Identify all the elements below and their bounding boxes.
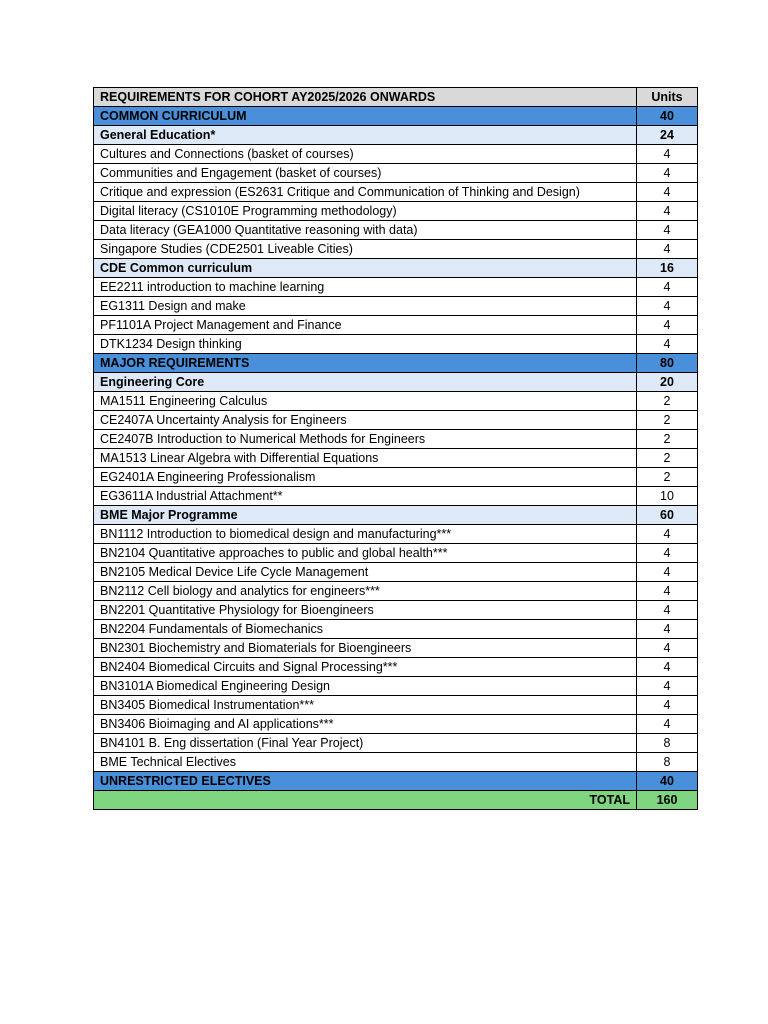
course-row xyxy=(94,620,698,639)
course-name: BN2104 Quantitative approaches to public and global health*** xyxy=(94,544,637,563)
course-row xyxy=(94,145,698,164)
course-units: 4 xyxy=(637,278,698,297)
course-units: 4 xyxy=(637,164,698,183)
course-units: 4 xyxy=(637,145,698,164)
subsection-name: Engineering Core xyxy=(94,373,637,392)
subsection-row xyxy=(94,259,698,278)
course-name: BN2201 Quantitative Physiology for Bioengineers xyxy=(94,601,637,620)
course-units: 2 xyxy=(637,468,698,487)
course-units: 8 xyxy=(637,753,698,772)
course-units: 4 xyxy=(637,601,698,620)
course-units: 8 xyxy=(637,734,698,753)
course-name: Digital literacy (CS1010E Programming methodology) xyxy=(94,202,637,221)
course-units: 4 xyxy=(637,544,698,563)
course-name: EG1311 Design and make xyxy=(94,297,637,316)
course-units: 2 xyxy=(637,392,698,411)
subsection-units: 20 xyxy=(637,373,698,392)
course-name: BN2404 Biomedical Circuits and Signal Processing*** xyxy=(94,658,637,677)
total-units: 160 xyxy=(637,791,698,810)
course-row xyxy=(94,202,698,221)
course-row xyxy=(94,677,698,696)
section-name: MAJOR REQUIREMENTS xyxy=(94,354,637,373)
course-name: BN2204 Fundamentals of Biomechanics xyxy=(94,620,637,639)
course-row xyxy=(94,601,698,620)
course-units: 4 xyxy=(637,696,698,715)
course-units: 4 xyxy=(637,221,698,240)
course-units: 10 xyxy=(637,487,698,506)
course-row xyxy=(94,411,698,430)
course-name: Data literacy (GEA1000 Quantitative reasoning with data) xyxy=(94,221,637,240)
course-units: 4 xyxy=(637,677,698,696)
course-row xyxy=(94,240,698,259)
section-name: COMMON CURRICULUM xyxy=(94,107,637,126)
course-units: 4 xyxy=(637,715,698,734)
units-column-header: Units xyxy=(637,88,698,107)
section-units: 80 xyxy=(637,354,698,373)
course-row xyxy=(94,278,698,297)
course-row xyxy=(94,221,698,240)
course-row xyxy=(94,563,698,582)
course-row xyxy=(94,696,698,715)
subsection-units: 16 xyxy=(637,259,698,278)
course-name: CE2407A Uncertainty Analysis for Engineers xyxy=(94,411,637,430)
course-name: BN3406 Bioimaging and AI applications*** xyxy=(94,715,637,734)
course-units: 4 xyxy=(637,297,698,316)
course-row xyxy=(94,582,698,601)
course-units: 2 xyxy=(637,430,698,449)
section-name: UNRESTRICTED ELECTIVES xyxy=(94,772,637,791)
course-name: BN3405 Biomedical Instrumentation*** xyxy=(94,696,637,715)
course-row xyxy=(94,297,698,316)
course-units: 4 xyxy=(637,582,698,601)
course-name: EG2401A Engineering Professionalism xyxy=(94,468,637,487)
course-units: 4 xyxy=(637,316,698,335)
requirements-table-body xyxy=(94,88,698,810)
course-name: BN4101 B. Eng dissertation (Final Year Project) xyxy=(94,734,637,753)
course-row xyxy=(94,525,698,544)
total-label: TOTAL xyxy=(94,791,637,810)
course-row xyxy=(94,715,698,734)
subsection-row xyxy=(94,373,698,392)
course-row xyxy=(94,335,698,354)
course-row xyxy=(94,449,698,468)
course-name: Cultures and Connections (basket of courses) xyxy=(94,145,637,164)
course-units: 4 xyxy=(637,658,698,677)
course-row xyxy=(94,639,698,658)
course-row xyxy=(94,734,698,753)
course-row xyxy=(94,544,698,563)
course-row xyxy=(94,392,698,411)
course-row xyxy=(94,183,698,202)
requirements-table xyxy=(93,87,698,810)
course-units: 4 xyxy=(637,202,698,221)
course-units: 4 xyxy=(637,563,698,582)
section-row xyxy=(94,354,698,373)
course-name: MA1511 Engineering Calculus xyxy=(94,392,637,411)
course-units: 4 xyxy=(637,240,698,259)
subsection-name: General Education* xyxy=(94,126,637,145)
subsection-units: 24 xyxy=(637,126,698,145)
subsection-name: BME Major Programme xyxy=(94,506,637,525)
course-name: Critique and expression (ES2631 Critique and Communication of Thinking and Design) xyxy=(94,183,637,202)
course-name: BN2112 Cell biology and analytics for engineers*** xyxy=(94,582,637,601)
course-units: 4 xyxy=(637,525,698,544)
course-name: PF1101A Project Management and Finance xyxy=(94,316,637,335)
subsection-units: 60 xyxy=(637,506,698,525)
course-row xyxy=(94,487,698,506)
subsection-row xyxy=(94,506,698,525)
course-name: BN2301 Biochemistry and Biomaterials for Bioengineers xyxy=(94,639,637,658)
subsection-name: CDE Common curriculum xyxy=(94,259,637,278)
subsection-row xyxy=(94,126,698,145)
course-name: Communities and Engagement (basket of courses) xyxy=(94,164,637,183)
total-row xyxy=(94,791,698,810)
section-row xyxy=(94,107,698,126)
course-units: 4 xyxy=(637,335,698,354)
section-units: 40 xyxy=(637,772,698,791)
course-row xyxy=(94,316,698,335)
course-units: 4 xyxy=(637,620,698,639)
course-name: Singapore Studies (CDE2501 Liveable Cities) xyxy=(94,240,637,259)
section-row xyxy=(94,772,698,791)
course-row xyxy=(94,430,698,449)
section-units: 40 xyxy=(637,107,698,126)
course-name: DTK1234 Design thinking xyxy=(94,335,637,354)
table-header-row xyxy=(94,88,698,107)
course-row xyxy=(94,658,698,677)
course-row xyxy=(94,753,698,772)
course-row xyxy=(94,468,698,487)
course-units: 2 xyxy=(637,411,698,430)
course-name: EG3611A Industrial Attachment** xyxy=(94,487,637,506)
course-name: EE2211 introduction to machine learning xyxy=(94,278,637,297)
course-name: BN2105 Medical Device Life Cycle Management xyxy=(94,563,637,582)
course-units: 2 xyxy=(637,449,698,468)
course-name: BN3101A Biomedical Engineering Design xyxy=(94,677,637,696)
course-units: 4 xyxy=(637,183,698,202)
course-name: CE2407B Introduction to Numerical Methods for Engineers xyxy=(94,430,637,449)
course-row xyxy=(94,164,698,183)
table-title: REQUIREMENTS FOR COHORT AY2025/2026 ONWARDS xyxy=(94,88,637,107)
course-name: BN1112 Introduction to biomedical design and manufacturing*** xyxy=(94,525,637,544)
course-name: BME Technical Electives xyxy=(94,753,637,772)
course-units: 4 xyxy=(637,639,698,658)
course-name: MA1513 Linear Algebra with Differential Equations xyxy=(94,449,637,468)
